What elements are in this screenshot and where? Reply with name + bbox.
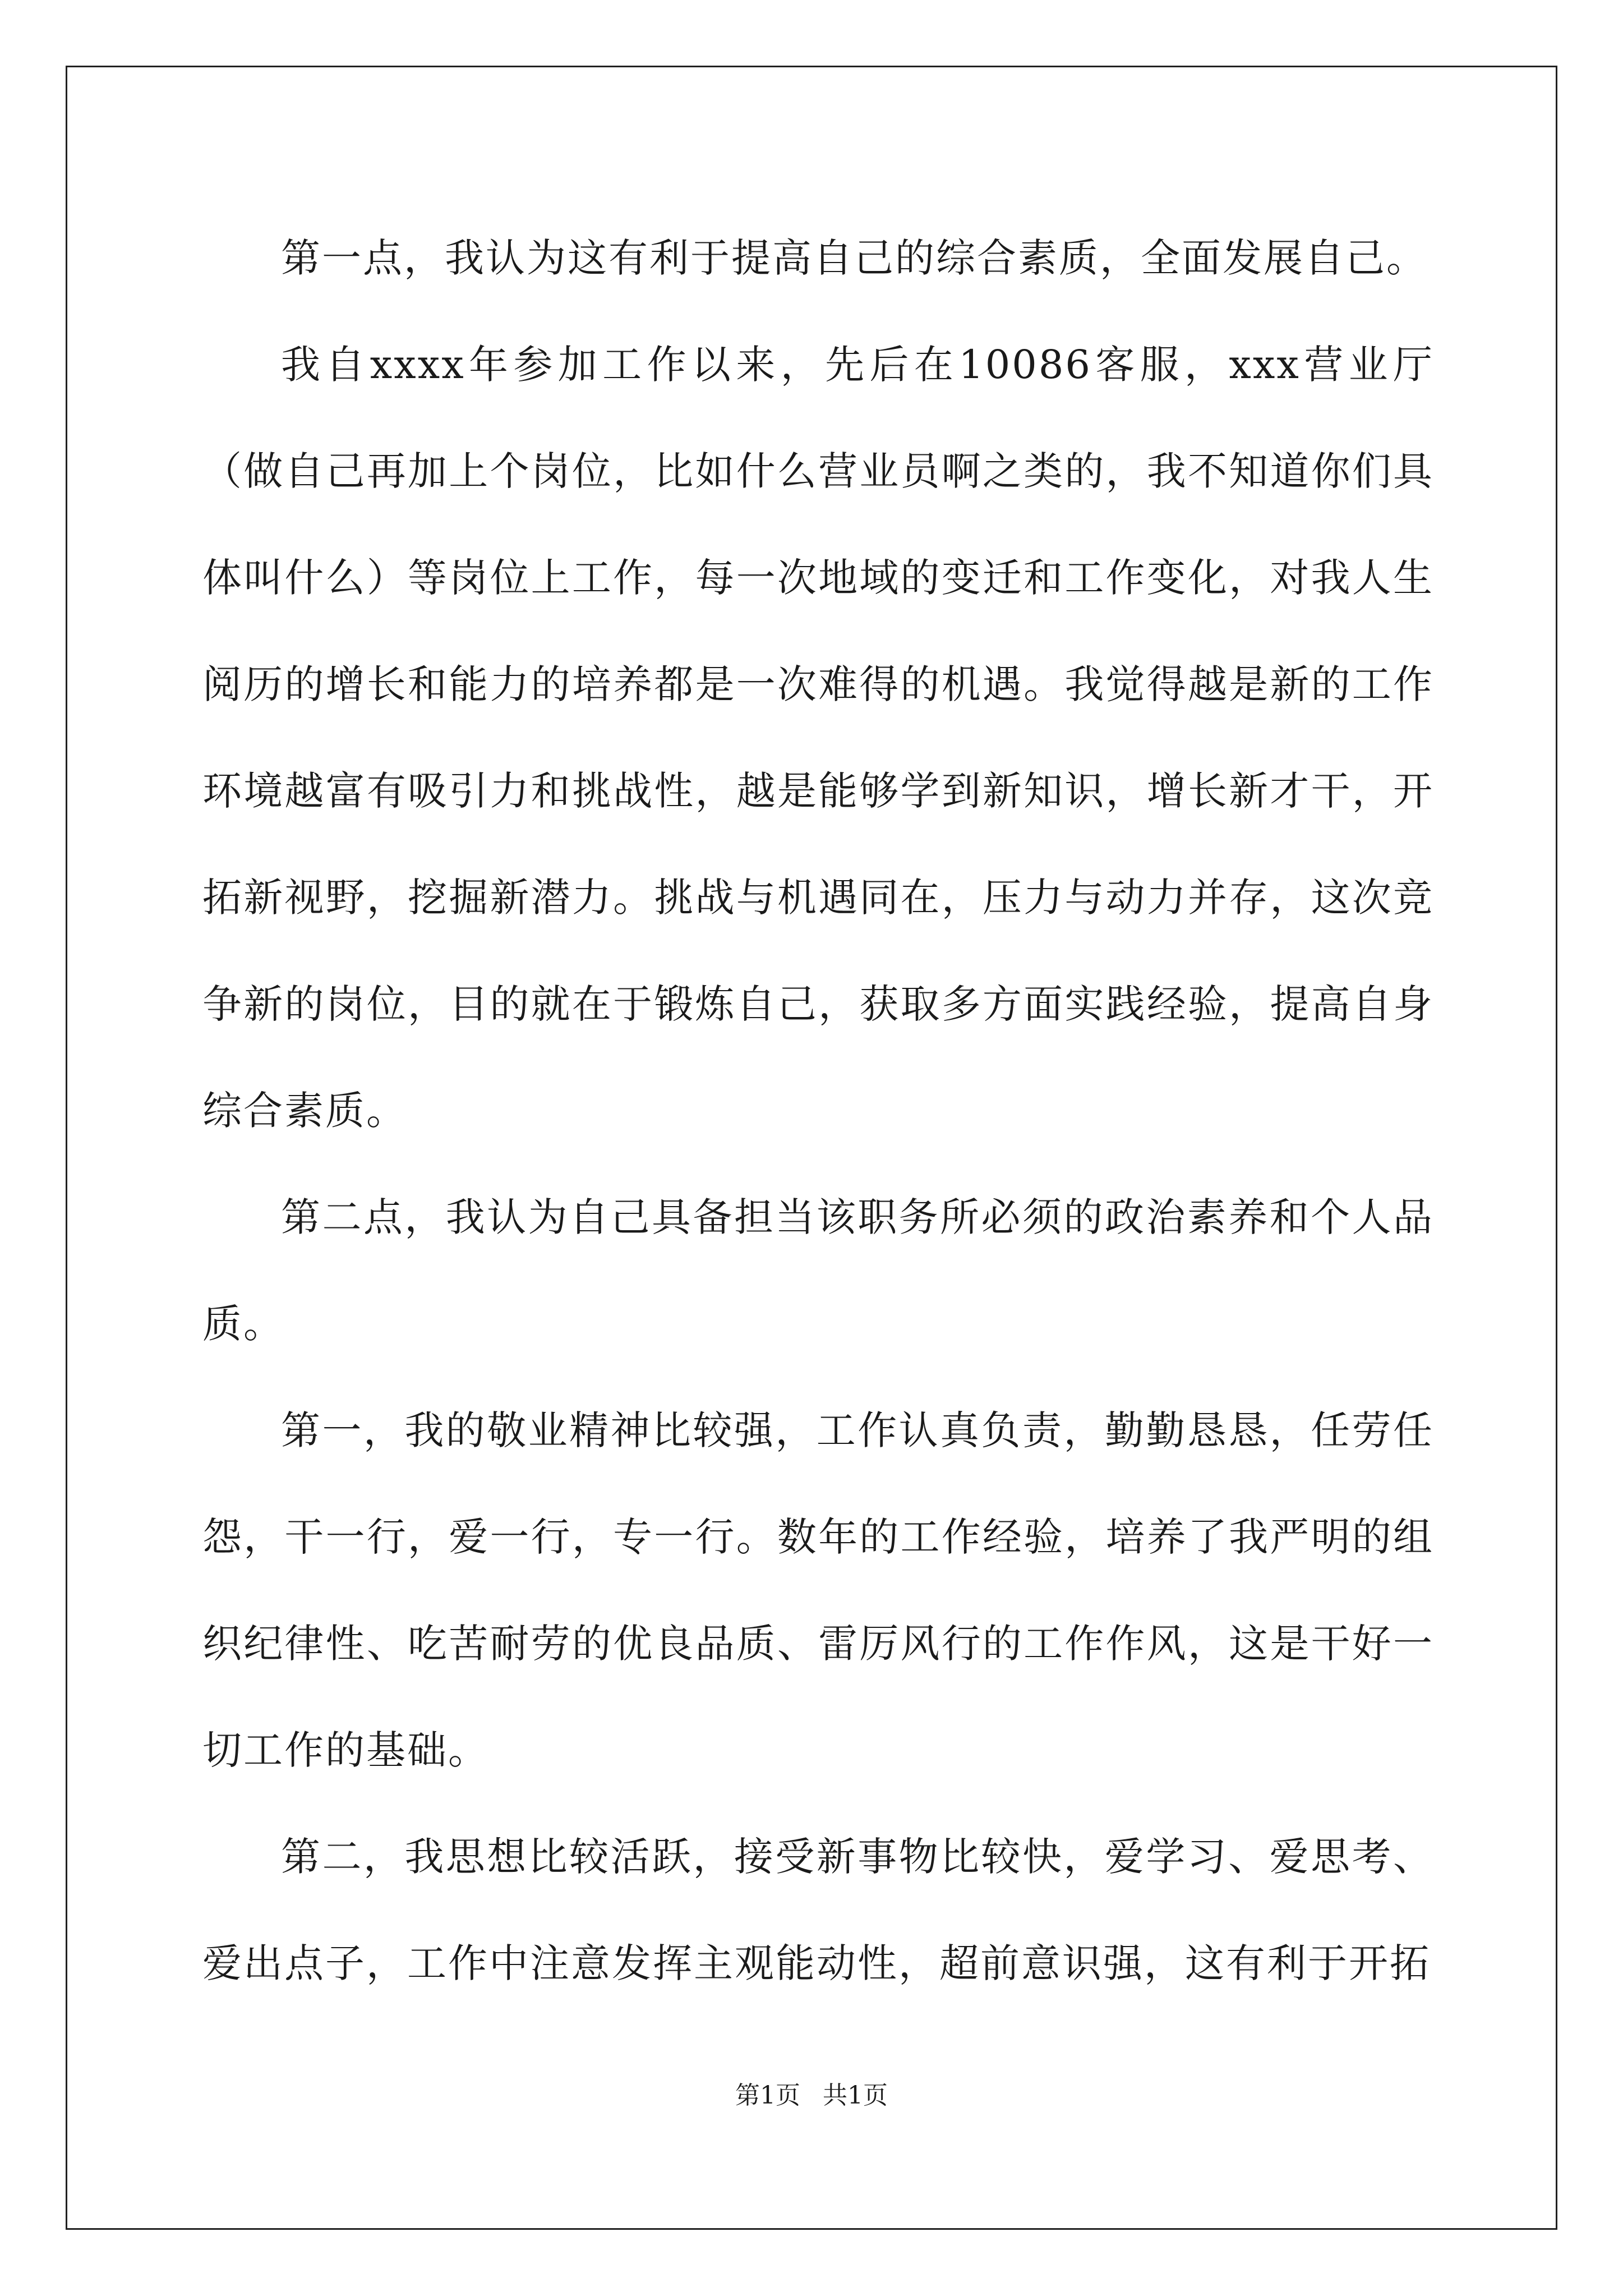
paragraph-1: 第一点，我认为这有利于提高自己的综合素质，全面发展自己。 bbox=[281, 235, 1427, 281]
page-total: 共1页 bbox=[823, 2081, 888, 2110]
document-body bbox=[202, 205, 1434, 2017]
paragraph-2: 我自xxxx年参加工作以来，先后在10086客服，xxx营业厅（做自己再加上个岗位，比如什么营业员啊之类的，我不知道你们具体叫什么）等岗位上工作，每一次地域的变迁和工作变化，对我人生阅历的增长和能力的培养都是一次难得的机遇。我觉得越是新的工作环境越富有吸引力和挑战性，越是能够学到新知识，增长新才干，开拓新视野，挖掘新潜力。挑战与机遇同在，压力与动力并存，这次竞争新的岗位，目的就在于锻炼自己，获取多方面实践经验，提高自身综合素质。 bbox=[202, 342, 1434, 1134]
paragraph-4: 第一，我的敬业精神比较强，工作认真负责，勤勤恳恳，任劳任怨，干一行，爱一行，专一行。数年的工作经验，培养了我严明的组织纪律性、吃苦耐劳的优良品质、雷厉风行的工作作风，这是干好一切工作的基础。 bbox=[202, 1407, 1434, 1773]
paragraph-3: 第二点，我认为自己具备担当该职务所必须的政治素养和个人品质。 bbox=[202, 1194, 1434, 1347]
page-number: 第1页 bbox=[735, 2081, 800, 2110]
page-footer bbox=[0, 2079, 1623, 2113]
paragraph-5: 第二，我思想比较活跃，接受新事物比较快，爱学习、爱思考、爱出点子，工作中注意发挥主观能动性，超前意识强，这有利于开拓 bbox=[202, 1834, 1434, 1986]
